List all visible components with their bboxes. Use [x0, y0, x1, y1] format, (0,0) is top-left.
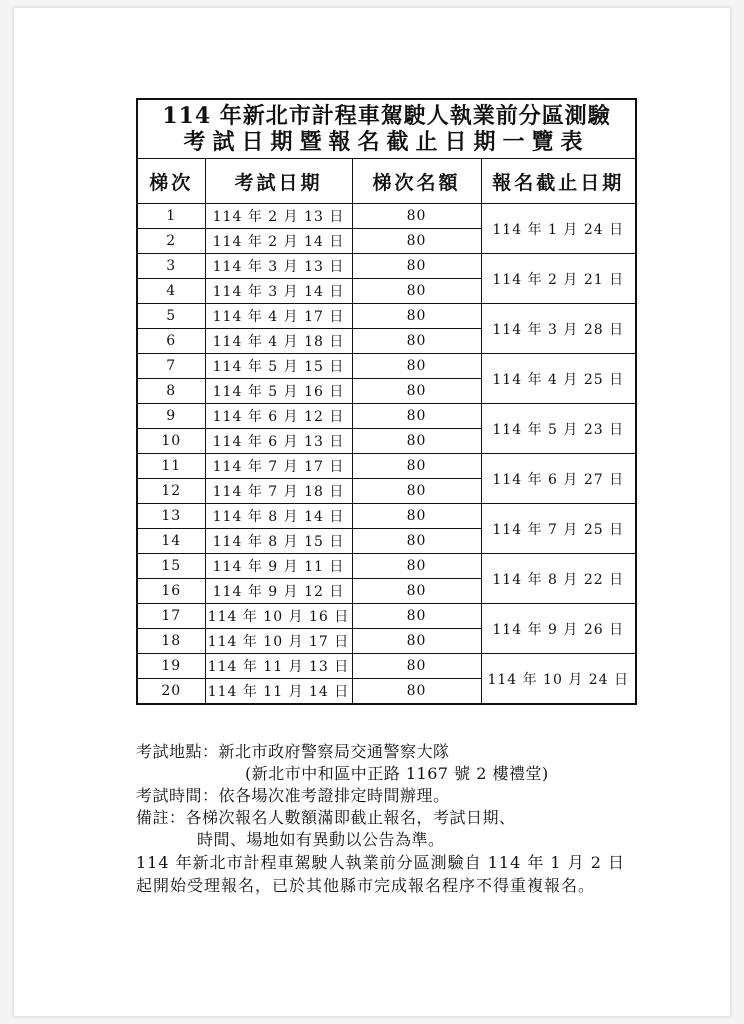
session-number: 8	[138, 379, 205, 404]
exam-date: 114 年 6 月 12 日	[205, 404, 352, 429]
session-quota: 80	[352, 454, 481, 479]
session-number: 13	[138, 504, 205, 529]
table-row	[138, 504, 635, 529]
session-number: 19	[138, 654, 205, 679]
session-number: 18	[138, 629, 205, 654]
exam-date: 114 年 4 月 18 日	[205, 329, 352, 354]
table-title	[138, 100, 635, 159]
registration-deadline: 114 年 8 月 22 日	[481, 554, 635, 604]
session-quota: 80	[352, 254, 481, 279]
session-number: 12	[138, 479, 205, 504]
registration-deadline: 114 年 9 月 26 日	[481, 604, 635, 654]
session-number: 5	[138, 304, 205, 329]
notes-section	[136, 741, 636, 897]
session-quota: 80	[352, 529, 481, 554]
table-row	[138, 404, 635, 429]
session-number: 6	[138, 329, 205, 354]
session-number: 2	[138, 229, 205, 254]
table-row	[138, 554, 635, 579]
session-number: 7	[138, 354, 205, 379]
registration-deadline: 114 年 2 月 21 日	[481, 254, 635, 304]
exam-date: 114 年 5 月 15 日	[205, 354, 352, 379]
registration-deadline: 114 年 10 月 24 日	[481, 654, 635, 704]
session-quota: 80	[352, 379, 481, 404]
session-quota: 80	[352, 554, 481, 579]
exam-time: 考試時間：依各場次准考證排定時間辦理。	[136, 786, 450, 805]
title-line-1: 114 年新北市計程車駕駛人執業前分區測驗	[162, 103, 611, 129]
exam-date: 114 年 2 月 13 日	[205, 204, 352, 229]
session-quota: 80	[352, 629, 481, 654]
session-quota: 80	[352, 604, 481, 629]
header-session: 梯次	[138, 159, 205, 204]
session-number: 15	[138, 554, 205, 579]
exam-location-address: (新北市中和區中正路 1167 號 2 樓禮堂)	[245, 764, 549, 783]
exam-date: 114 年 2 月 14 日	[205, 229, 352, 254]
session-number: 11	[138, 454, 205, 479]
exam-date: 114 年 11 月 14 日	[205, 679, 352, 704]
session-number: 9	[138, 404, 205, 429]
session-number: 16	[138, 579, 205, 604]
registration-deadline: 114 年 5 月 23 日	[481, 404, 635, 454]
exam-date: 114 年 8 月 15 日	[205, 529, 352, 554]
session-quota: 80	[352, 204, 481, 229]
schedule-table-frame	[136, 98, 637, 705]
table-row	[138, 454, 635, 479]
exam-date: 114 年 9 月 12 日	[205, 579, 352, 604]
table-row	[138, 604, 635, 629]
exam-date: 114 年 11 月 13 日	[205, 654, 352, 679]
session-number: 14	[138, 529, 205, 554]
document-page	[14, 8, 730, 1016]
header-quota: 梯次名額	[352, 159, 481, 204]
exam-date: 114 年 10 月 17 日	[205, 629, 352, 654]
table-row	[138, 654, 635, 679]
registration-deadline: 114 年 6 月 27 日	[481, 454, 635, 504]
session-quota: 80	[352, 404, 481, 429]
schedule-table	[138, 159, 635, 704]
table-row	[138, 254, 635, 279]
session-quota: 80	[352, 304, 481, 329]
exam-date: 114 年 5 月 16 日	[205, 379, 352, 404]
exam-date: 114 年 3 月 13 日	[205, 254, 352, 279]
table-row	[138, 304, 635, 329]
table-header-row	[138, 159, 635, 204]
session-number: 1	[138, 204, 205, 229]
remark-line-1: 備註：各梯次報名人數額滿即截止報名，考試日期、	[136, 808, 516, 827]
table-body	[138, 204, 635, 704]
exam-date: 114 年 8 月 14 日	[205, 504, 352, 529]
table-row	[138, 204, 635, 229]
session-quota: 80	[352, 354, 481, 379]
session-quota: 80	[352, 654, 481, 679]
session-quota: 80	[352, 229, 481, 254]
exam-date: 114 年 4 月 17 日	[205, 304, 352, 329]
exam-location: 考試地點：新北市政府警察局交通警察大隊	[136, 742, 450, 761]
session-quota: 80	[352, 679, 481, 704]
session-number: 17	[138, 604, 205, 629]
session-quota: 80	[352, 279, 481, 304]
title-line-2: 考試日期暨報名截止日期一覽表	[183, 129, 590, 155]
exam-date: 114 年 9 月 11 日	[205, 554, 352, 579]
session-quota: 80	[352, 329, 481, 354]
exam-date: 114 年 10 月 16 日	[205, 604, 352, 629]
header-deadline: 報名截止日期	[481, 159, 635, 204]
session-number: 10	[138, 429, 205, 454]
session-quota: 80	[352, 479, 481, 504]
registration-deadline: 114 年 7 月 25 日	[481, 504, 635, 554]
exam-date: 114 年 7 月 18 日	[205, 479, 352, 504]
table-row	[138, 354, 635, 379]
session-quota: 80	[352, 579, 481, 604]
session-number: 20	[138, 679, 205, 704]
session-number: 4	[138, 279, 205, 304]
exam-date: 114 年 3 月 14 日	[205, 279, 352, 304]
registration-deadline: 114 年 1 月 24 日	[481, 204, 635, 254]
remark-line-2: 時間、場地如有異動以公告為準。	[197, 830, 445, 849]
registration-deadline: 114 年 3 月 28 日	[481, 304, 635, 354]
registration-deadline: 114 年 4 月 25 日	[481, 354, 635, 404]
exam-date: 114 年 7 月 17 日	[205, 454, 352, 479]
session-number: 3	[138, 254, 205, 279]
session-quota: 80	[352, 504, 481, 529]
header-exam-date: 考試日期	[205, 159, 352, 204]
exam-date: 114 年 6 月 13 日	[205, 429, 352, 454]
registration-paragraph: 114 年新北市計程車駕駛人執業前分區測驗自 114 年 1 月 2 日起開始受理報名，已於其他縣市完成報名程序不得重複報名。	[136, 853, 626, 895]
session-quota: 80	[352, 429, 481, 454]
